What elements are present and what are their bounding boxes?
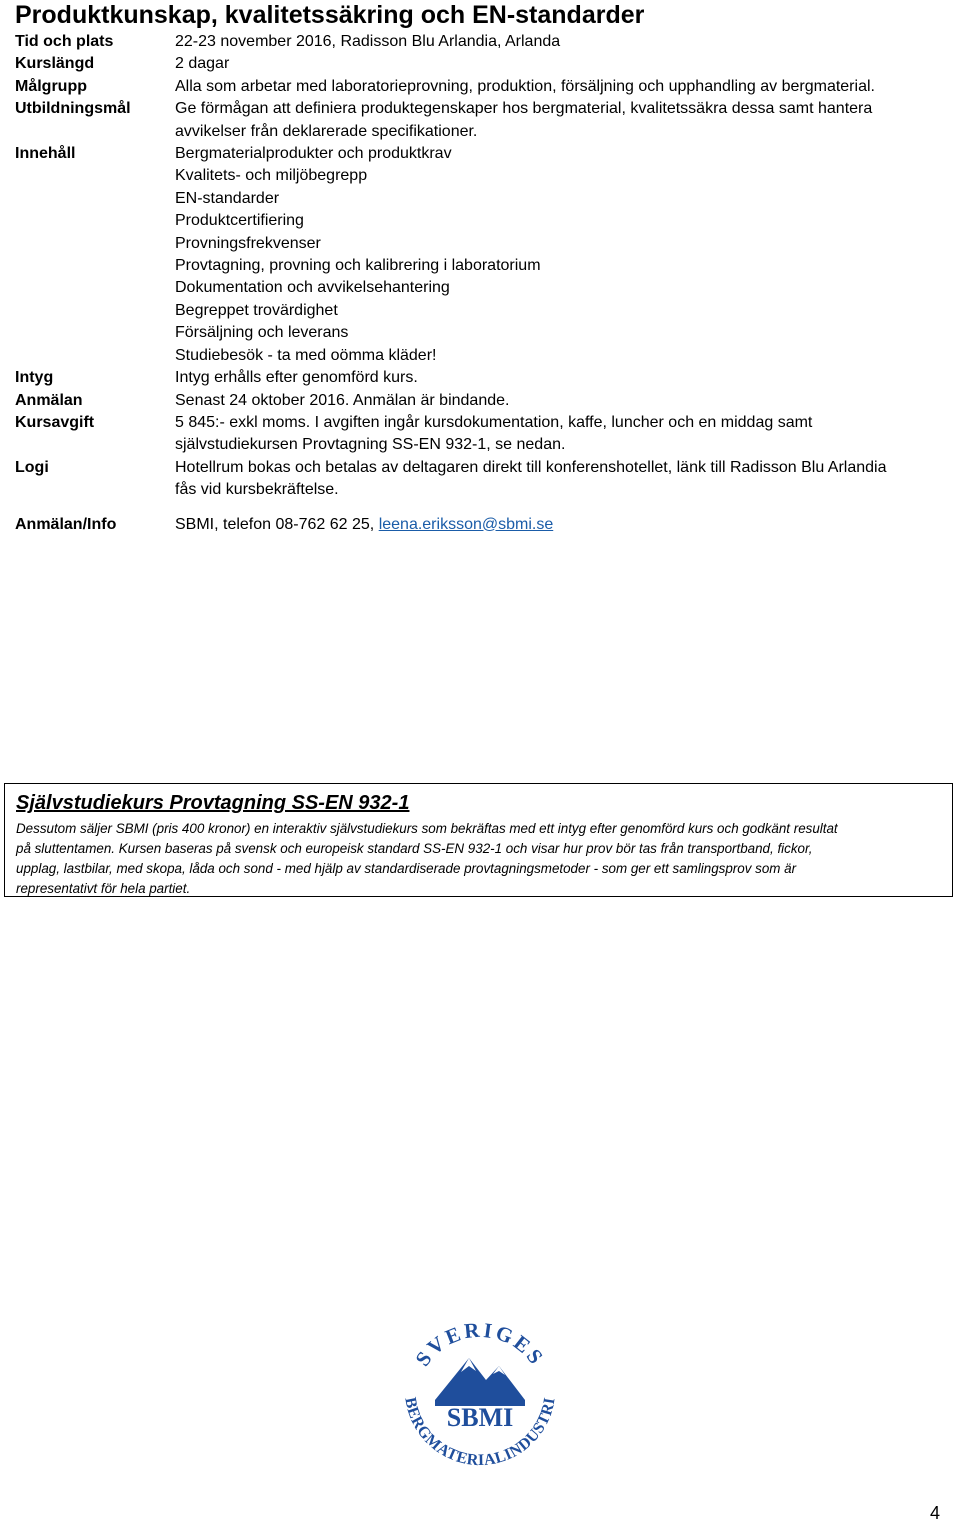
label-kursavgift: Kursavgift: [15, 413, 95, 431]
sbmi-logo: [395, 1308, 565, 1478]
value-line: Hotellrum bokas och betalas av deltagaren direkt till konferenshotellet, länk till Radisson Blu Arlandia: [175, 458, 887, 476]
value-utbildningsmal: [175, 98, 945, 143]
self-study-text: [16, 819, 942, 899]
page-title: Produktkunskap, kvalitetssäkring och EN-standarder: [15, 1, 645, 29]
list-item: Begreppet trovärdighet: [175, 301, 338, 319]
self-study-title: Självstudiekurs Provtagning SS-EN 932-1: [16, 792, 410, 814]
contact-text: SBMI, telefon 08-762 62 25,: [175, 515, 379, 533]
text-line: representativt för hela partiet.: [16, 881, 191, 896]
row-tid-och-plats: [15, 31, 945, 53]
label-logi: Logi: [15, 458, 49, 476]
label-intyg: Intyg: [15, 369, 54, 387]
contact-line: [175, 514, 945, 536]
label-anmalan-info: Anmälan/Info: [15, 515, 117, 533]
course-info-table: [15, 31, 945, 536]
value-kurslangd: [175, 53, 945, 75]
self-study-box: [4, 783, 953, 897]
logo-bottom-text: BERGMATERIALINDUSTRI: [401, 1395, 559, 1470]
label-innehall: Innehåll: [15, 145, 76, 163]
value-line: Ge förmågan att definiera produktegenskaper hos bergmaterial, kvalitetssäkra dessa samt hantera: [175, 100, 873, 118]
value-line: 5 845:- exkl moms. I avgiften ingår kursdokumentation, kaffe, luncher och en middag samt: [175, 413, 813, 431]
value-line: 2 dagar: [175, 55, 230, 73]
label-anmalan: Anmälan: [15, 391, 83, 409]
row-anmalan: [15, 390, 945, 412]
row-intyg: [15, 367, 945, 389]
value-line: avvikelser från deklarerade specifikationer.: [175, 122, 478, 140]
logo-center-text: SBMI: [446, 1403, 514, 1432]
row-kurslangd: [15, 53, 945, 75]
list-item: Bergmaterialprodukter och produktkrav: [175, 145, 452, 163]
value-line: Alla som arbetar med laboratorieprovning, produktion, försäljning och upphandling av bergmaterial.: [175, 77, 875, 95]
row-logi: [15, 457, 945, 502]
value-line: självstudiekursen Provtagning SS-EN 932-1, se nedan.: [175, 436, 566, 454]
list-item: EN-standarder: [175, 189, 280, 207]
email-link[interactable]: leena.eriksson@sbmi.se: [378, 515, 554, 533]
value-anmalan-info: [175, 514, 945, 536]
label-tid-och-plats: Tid och plats: [15, 33, 114, 50]
value-line: fås vid kursbekräftelse.: [175, 481, 339, 499]
value-line: Senast 24 oktober 2016. Anmälan är bindande.: [175, 391, 510, 409]
logo-top-text: SVERIGES: [410, 1317, 550, 1371]
row-malgrupp: [15, 76, 945, 98]
row-innehall: [15, 143, 945, 367]
list-item: Provtagning, provning och kalibrering i laboratorium: [175, 257, 541, 275]
row-kursavgift: [15, 412, 945, 457]
value-kursavgift: [175, 412, 945, 457]
value-line: Intyg erhålls efter genomförd kurs.: [175, 369, 418, 387]
list-item: Dokumentation och avvikelsehantering: [175, 279, 450, 297]
value-malgrupp: [175, 76, 945, 98]
label-utbildningsmal: Utbildningsmål: [15, 100, 131, 118]
value-line: 22-23 november 2016, Radisson Blu Arlandia, Arlanda: [175, 33, 561, 50]
mountain-icon: [435, 1358, 525, 1406]
label-malgrupp: Målgrupp: [15, 77, 87, 95]
value-logi: [175, 457, 945, 502]
page-number: 4: [930, 1503, 941, 1523]
row-anmalan-info: [15, 514, 945, 536]
text-line: Dessutom säljer SBMI (pris 400 kronor) en interaktiv självstudiekurs som bekräftas med ett intyg efter genomförd kurs och godkänt resultat: [16, 821, 838, 836]
value-intyg: [175, 367, 945, 389]
innehall-list: [175, 143, 945, 367]
text-line: upplag, lastbilar, med skopa, låda och sond - med hjälp av standardiserade provtagningsmetoder - som ger ett samlingsprov som är: [16, 861, 797, 876]
list-item: Produktcertifiering: [175, 212, 304, 230]
label-kurslangd: Kurslängd: [15, 55, 95, 73]
list-item: Studiebesök - ta med oömma kläder!: [175, 346, 437, 364]
value-anmalan: [175, 390, 945, 412]
row-utbildningsmal: [15, 98, 945, 143]
list-item: Kvalitets- och miljöbegrepp: [175, 167, 368, 185]
list-item: Försäljning och leverans: [175, 324, 349, 342]
text-line: på sluttentamen. Kursen baseras på svensk och europeisk standard SS-EN 932-1 och visar hur prov bör tas från transportband, fickor,: [16, 841, 813, 856]
value-tid-och-plats: [175, 31, 945, 53]
list-item: Provningsfrekvenser: [175, 234, 321, 252]
